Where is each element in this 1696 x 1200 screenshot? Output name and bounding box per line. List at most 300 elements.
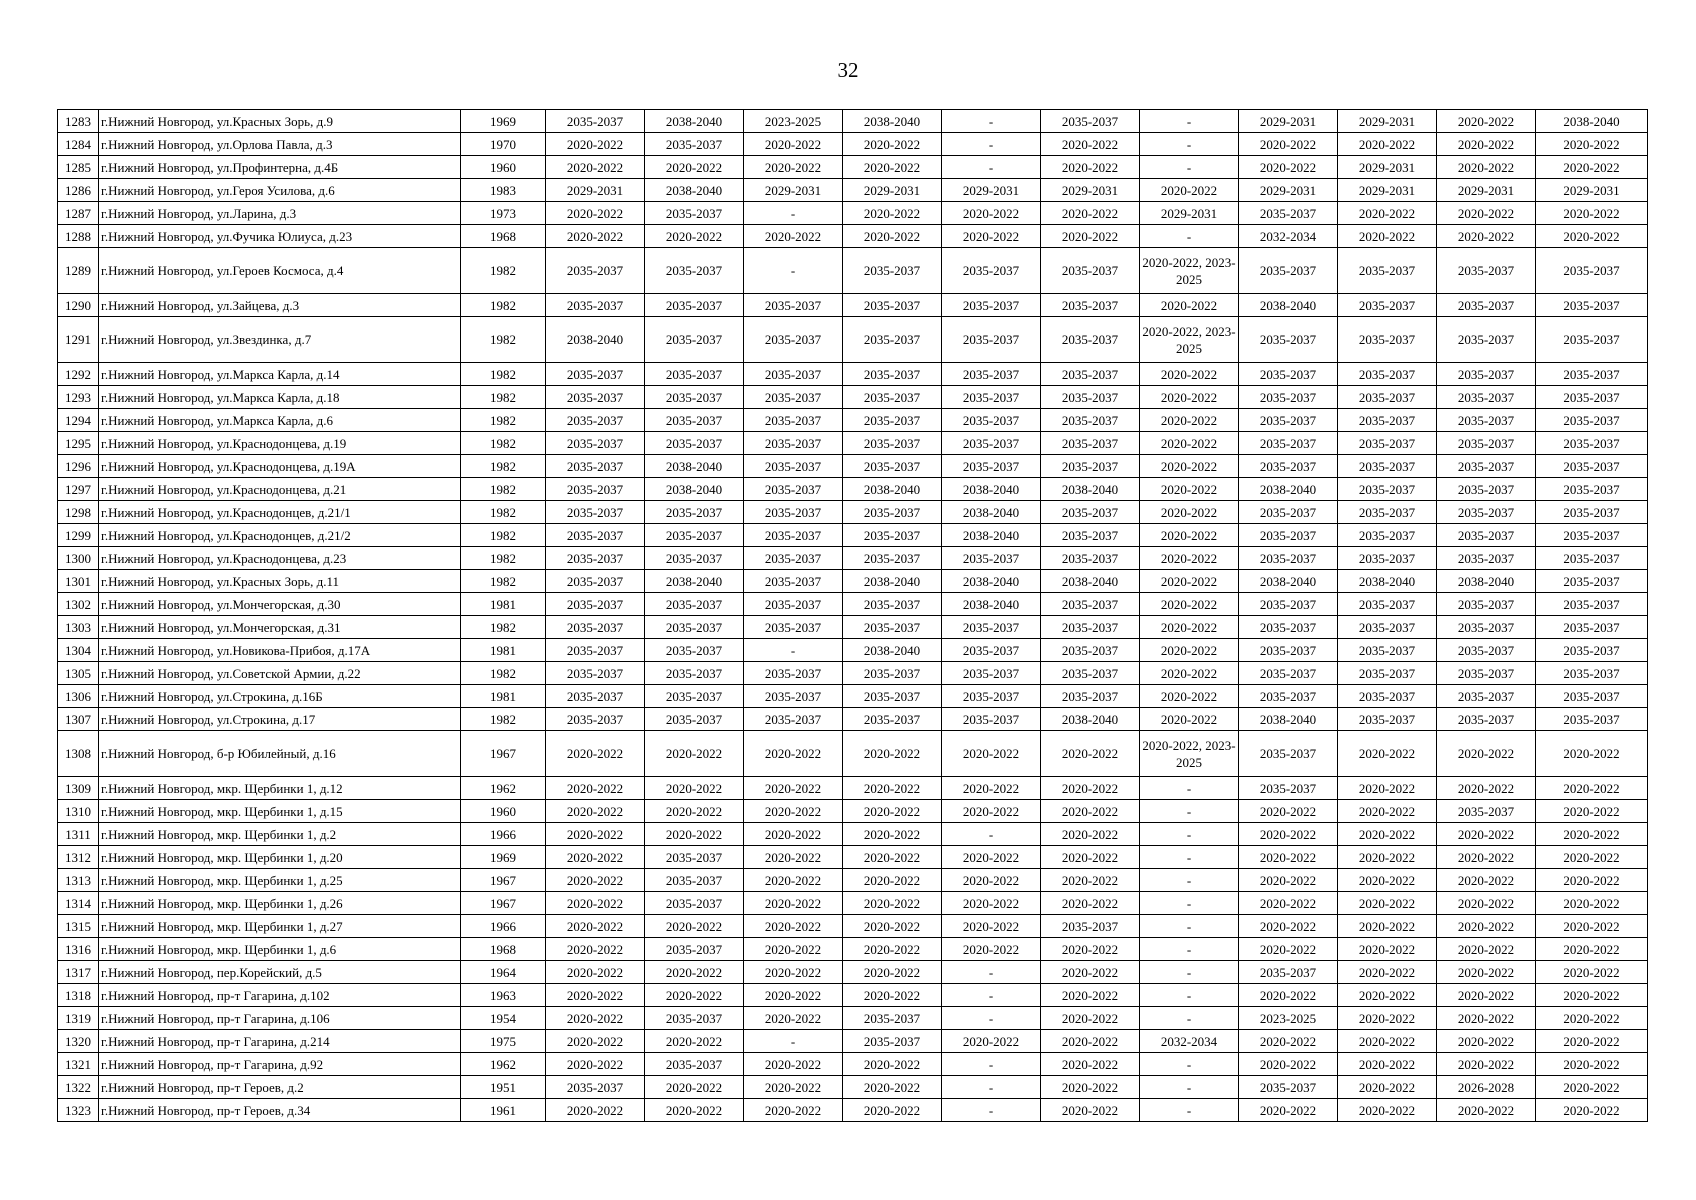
period-cell: 2020-2022 [1536,133,1648,156]
period-cell: 2020-2022 [843,869,942,892]
period-cell: 2020-2022 [843,938,942,961]
period-cell: 2035-2037 [645,317,744,363]
period-cell: 2038-2040 [546,317,645,363]
table-row [58,1099,1648,1122]
table-row [58,777,1648,800]
period-cell: 2035-2037 [1338,317,1437,363]
table-row [58,225,1648,248]
row-number-cell: 1317 [58,961,99,984]
period-cell: - [744,202,843,225]
period-cell: 2020-2022 [1338,823,1437,846]
period-cell: 2020-2022 [1041,938,1140,961]
period-cell: 2035-2037 [1239,202,1338,225]
year-cell: 1982 [461,708,546,731]
period-cell: 2035-2037 [744,616,843,639]
period-cell: 2035-2037 [1338,593,1437,616]
period-cell: 2020-2022 [1140,685,1239,708]
period-cell: 2029-2031 [1041,179,1140,202]
period-cell: - [1140,1076,1239,1099]
period-cell: 2020-2022 [1239,869,1338,892]
period-cell: 2035-2037 [1338,639,1437,662]
period-cell: 2035-2037 [942,708,1041,731]
period-cell: 2020-2022, 2023-2025 [1140,731,1239,777]
period-cell: 2020-2022 [1338,846,1437,869]
period-cell: 2035-2037 [1437,478,1536,501]
period-cell: 2035-2037 [645,248,744,294]
period-cell: - [1140,777,1239,800]
table-row [58,616,1648,639]
period-cell: 2020-2022 [1536,800,1648,823]
period-cell: 2020-2022 [744,1076,843,1099]
period-cell: 2020-2022 [1437,156,1536,179]
period-cell: 2038-2040 [942,524,1041,547]
period-cell: 2035-2037 [1437,294,1536,317]
table-row [58,593,1648,616]
period-cell: 2035-2037 [1239,432,1338,455]
period-cell: 2020-2022 [1041,1099,1140,1122]
period-cell: 2035-2037 [843,616,942,639]
period-cell: 2035-2037 [645,1007,744,1030]
period-cell: 2020-2022 [1536,846,1648,869]
period-cell: 2020-2022 [1140,409,1239,432]
period-cell: 2020-2022 [1140,432,1239,455]
row-number-cell: 1310 [58,800,99,823]
year-cell: 1961 [461,1099,546,1122]
table-row [58,639,1648,662]
period-cell: - [1140,800,1239,823]
period-cell: 2035-2037 [546,593,645,616]
table-row [58,708,1648,731]
period-cell: 2020-2022 [942,777,1041,800]
period-cell: 2020-2022 [546,777,645,800]
address-cell: г.Нижний Новгород, пр-т Гагарина, д.92 [99,1053,461,1076]
address-cell: г.Нижний Новгород, ул.Героев Космоса, д.4 [99,248,461,294]
year-cell: 1960 [461,800,546,823]
period-cell: 2020-2022 [1041,892,1140,915]
row-number-cell: 1304 [58,639,99,662]
period-cell: 2035-2037 [546,478,645,501]
period-cell: 2035-2037 [1338,409,1437,432]
row-number-cell: 1295 [58,432,99,455]
period-cell: - [1140,156,1239,179]
period-cell: 2035-2037 [843,593,942,616]
period-cell: 2035-2037 [1239,363,1338,386]
year-cell: 1981 [461,685,546,708]
period-cell: 2020-2022 [1338,777,1437,800]
period-cell: 2035-2037 [645,501,744,524]
period-cell: 2020-2022 [1041,1076,1140,1099]
period-cell: 2035-2037 [942,386,1041,409]
year-cell: 1960 [461,156,546,179]
period-cell: 2035-2037 [645,593,744,616]
address-cell: г.Нижний Новгород, ул.Фучика Юлиуса, д.23 [99,225,461,248]
period-cell: 2029-2031 [1338,110,1437,133]
address-cell: г.Нижний Новгород, пер.Корейский, д.5 [99,961,461,984]
period-cell: 2020-2022 [843,1076,942,1099]
address-cell: г.Нижний Новгород, ул.Краснодонцева, д.19А [99,455,461,478]
period-cell: 2020-2022 [1437,110,1536,133]
period-cell: 2020-2022 [1140,708,1239,731]
period-cell: 2020-2022 [1437,915,1536,938]
period-cell: 2035-2037 [1338,616,1437,639]
period-cell: 2035-2037 [645,432,744,455]
period-cell: 2038-2040 [1338,570,1437,593]
period-cell: 2029-2031 [1437,179,1536,202]
period-cell: 2020-2022 [942,938,1041,961]
period-cell: 2020-2022 [645,915,744,938]
period-cell: 2020-2022 [843,984,942,1007]
period-cell: 2035-2037 [843,524,942,547]
period-cell: 2020-2022 [744,984,843,1007]
year-cell: 1982 [461,432,546,455]
period-cell: 2035-2037 [645,616,744,639]
period-cell: 2035-2037 [1536,363,1648,386]
period-cell: 2035-2037 [1437,639,1536,662]
period-cell: 2035-2037 [942,662,1041,685]
period-cell: 2035-2037 [1239,455,1338,478]
period-cell: 2035-2037 [645,202,744,225]
address-cell: г.Нижний Новгород, ул.Краснодонцев, д.21/1 [99,501,461,524]
period-cell: 2035-2037 [744,593,843,616]
table-row [58,662,1648,685]
year-cell: 1954 [461,1007,546,1030]
period-cell: 2020-2022 [1338,731,1437,777]
row-number-cell: 1309 [58,777,99,800]
period-cell: 2035-2037 [645,685,744,708]
period-cell: 2035-2037 [1239,593,1338,616]
period-cell: 2035-2037 [546,386,645,409]
period-cell: 2038-2040 [942,501,1041,524]
period-cell: 2020-2022 [843,225,942,248]
table-row [58,961,1648,984]
address-cell: г.Нижний Новгород, ул.Маркса Карла, д.18 [99,386,461,409]
period-cell: 2020-2022 [843,961,942,984]
period-cell: - [1140,133,1239,156]
row-number-cell: 1302 [58,593,99,616]
period-cell: 2035-2037 [1041,915,1140,938]
period-cell: 2035-2037 [843,455,942,478]
period-cell: 2035-2037 [744,570,843,593]
period-cell: 2020-2022 [744,915,843,938]
period-cell: 2038-2040 [843,639,942,662]
period-cell: 2020-2022 [1536,915,1648,938]
period-cell: 2035-2037 [546,1076,645,1099]
period-cell: 2020-2022 [1239,892,1338,915]
period-cell: 2020-2022 [942,225,1041,248]
period-cell: 2020-2022 [1140,547,1239,570]
address-cell: г.Нижний Новгород, пр-т Героев, д.2 [99,1076,461,1099]
period-cell: 2020-2022 [546,892,645,915]
period-cell: 2035-2037 [546,409,645,432]
period-cell: 2035-2037 [546,455,645,478]
year-cell: 1982 [461,616,546,639]
table-row [58,248,1648,294]
period-cell: 2020-2022 [1239,1053,1338,1076]
period-cell: - [942,1053,1041,1076]
period-cell: 2035-2037 [645,409,744,432]
address-cell: г.Нижний Новгород, мкр. Щербинки 1, д.26 [99,892,461,915]
period-cell: 2035-2037 [546,110,645,133]
row-number-cell: 1305 [58,662,99,685]
period-cell: 2020-2022 [1140,616,1239,639]
period-cell: 2020-2022 [744,823,843,846]
period-cell: 2020-2022 [645,1076,744,1099]
period-cell: 2035-2037 [546,294,645,317]
period-cell: 2020-2022 [942,1030,1041,1053]
address-cell: г.Нижний Новгород, мкр. Щербинки 1, д.20 [99,846,461,869]
period-cell: 2035-2037 [843,662,942,685]
period-cell: 2020-2022 [942,915,1041,938]
period-cell: 2035-2037 [645,1053,744,1076]
address-cell: г.Нижний Новгород, ул.Краснодонцева, д.19 [99,432,461,455]
period-cell: 2020-2022 [645,823,744,846]
period-cell: 2020-2022 [942,892,1041,915]
row-number-cell: 1321 [58,1053,99,1076]
period-cell: 2035-2037 [1239,547,1338,570]
year-cell: 1969 [461,110,546,133]
row-number-cell: 1298 [58,501,99,524]
period-cell: 2038-2040 [1437,570,1536,593]
period-cell: 2020-2022 [1338,133,1437,156]
year-cell: 1982 [461,524,546,547]
table-row [58,363,1648,386]
period-cell: 2035-2037 [1536,455,1648,478]
period-cell: 2035-2037 [942,455,1041,478]
period-cell: 2038-2040 [645,478,744,501]
address-cell: г.Нижний Новгород, пр-т Героев, д.34 [99,1099,461,1122]
period-cell: 2035-2037 [1536,432,1648,455]
table-row [58,432,1648,455]
row-number-cell: 1318 [58,984,99,1007]
period-cell: 2020-2022 [546,915,645,938]
address-cell: г.Нижний Новгород, пр-т Гагарина, д.106 [99,1007,461,1030]
period-cell: 2020-2022 [645,225,744,248]
period-cell: 2020-2022 [1437,823,1536,846]
period-cell: 2032-2034 [1140,1030,1239,1053]
period-cell: 2035-2037 [1239,386,1338,409]
period-cell: 2020-2022 [546,202,645,225]
period-cell: 2035-2037 [843,708,942,731]
address-cell: г.Нижний Новгород, ул.Строкина, д.17 [99,708,461,731]
period-cell: 2035-2037 [645,133,744,156]
period-cell: 2029-2031 [1338,179,1437,202]
table-row [58,984,1648,1007]
period-cell: 2020-2022 [1437,202,1536,225]
period-cell: 2035-2037 [1041,547,1140,570]
period-cell: - [1140,892,1239,915]
period-cell: 2035-2037 [1338,294,1437,317]
period-cell: 2038-2040 [645,110,744,133]
period-cell: 2035-2037 [744,409,843,432]
period-cell: 2020-2022 [546,133,645,156]
row-number-cell: 1283 [58,110,99,133]
address-cell: г.Нижний Новгород, мкр. Щербинки 1, д.27 [99,915,461,938]
period-cell: 2020-2022 [1239,938,1338,961]
period-cell: - [1140,110,1239,133]
period-cell: 2020-2022 [744,1099,843,1122]
period-cell: - [942,961,1041,984]
address-cell: г.Нижний Новгород, мкр. Щербинки 1, д.25 [99,869,461,892]
period-cell: 2023-2025 [1239,1007,1338,1030]
period-cell: 2035-2037 [744,294,843,317]
table-row [58,1007,1648,1030]
row-number-cell: 1289 [58,248,99,294]
period-cell: 2020-2022 [1437,892,1536,915]
period-cell: 2020-2022 [1536,1076,1648,1099]
period-cell: 2038-2040 [1239,294,1338,317]
period-cell: - [1140,915,1239,938]
row-number-cell: 1284 [58,133,99,156]
period-cell: 2035-2037 [1536,248,1648,294]
period-cell: 2020-2022 [744,1007,843,1030]
period-cell: 2035-2037 [942,616,1041,639]
period-cell: 2020-2022 [546,1099,645,1122]
row-number-cell: 1294 [58,409,99,432]
period-cell: 2035-2037 [1536,616,1648,639]
period-cell: 2020-2022 [1041,202,1140,225]
table-row [58,938,1648,961]
year-cell: 1970 [461,133,546,156]
period-cell: - [942,156,1041,179]
period-cell: 2035-2037 [843,294,942,317]
year-cell: 1982 [461,547,546,570]
period-cell: 2035-2037 [1536,639,1648,662]
period-cell: 2020-2022 [1041,800,1140,823]
period-cell: 2035-2037 [1239,685,1338,708]
period-cell: 2020-2022 [645,1099,744,1122]
period-cell: 2035-2037 [843,248,942,294]
address-cell: г.Нижний Новгород, ул.Ларина, д.3 [99,202,461,225]
period-cell: 2035-2037 [1041,524,1140,547]
period-cell: 2020-2022 [1140,524,1239,547]
row-number-cell: 1308 [58,731,99,777]
address-cell: г.Нижний Новгород, ул.Строкина, д.16Б [99,685,461,708]
period-cell: 2020-2022 [546,869,645,892]
period-cell: 2035-2037 [1536,478,1648,501]
row-number-cell: 1286 [58,179,99,202]
period-cell: 2029-2031 [942,179,1041,202]
period-cell: 2020-2022 [744,777,843,800]
period-cell: 2035-2037 [1239,639,1338,662]
period-cell: 2035-2037 [1041,409,1140,432]
row-number-cell: 1288 [58,225,99,248]
period-cell: 2029-2031 [546,179,645,202]
period-cell: 2035-2037 [546,547,645,570]
period-cell: 2020-2022 [1536,1007,1648,1030]
year-cell: 1982 [461,662,546,685]
period-cell: 2020-2022 [1338,1007,1437,1030]
period-cell: 2020-2022 [645,984,744,1007]
row-number-cell: 1290 [58,294,99,317]
period-cell: 2035-2037 [1536,409,1648,432]
table-row [58,179,1648,202]
period-cell: 2020-2022 [1041,1007,1140,1030]
period-cell: 2020-2022 [1041,133,1140,156]
period-cell: 2020-2022 [645,800,744,823]
address-cell: г.Нижний Новгород, ул.Героя Усилова, д.6 [99,179,461,202]
period-cell: 2035-2037 [546,501,645,524]
address-cell: г.Нижний Новгород, мкр. Щербинки 1, д.2 [99,823,461,846]
table-row [58,570,1648,593]
period-cell: 2035-2037 [1041,248,1140,294]
period-cell: 2020-2022 [546,1053,645,1076]
period-cell: 2035-2037 [1338,478,1437,501]
table-row [58,846,1648,869]
period-cell: 2035-2037 [1536,685,1648,708]
period-cell: 2035-2037 [1536,708,1648,731]
table-row [58,294,1648,317]
period-cell: 2035-2037 [1338,248,1437,294]
period-cell: 2020-2022 [942,846,1041,869]
period-cell: 2020-2022 [843,133,942,156]
period-cell: 2020-2022 [843,777,942,800]
period-cell: 2035-2037 [1338,501,1437,524]
year-cell: 1982 [461,478,546,501]
period-cell: 2035-2037 [1536,501,1648,524]
period-cell: 2035-2037 [744,708,843,731]
period-cell: 2020-2022 [1338,800,1437,823]
period-cell: - [942,823,1041,846]
period-cell: 2038-2040 [843,478,942,501]
period-cell: 2035-2037 [1338,386,1437,409]
period-cell: 2035-2037 [942,639,1041,662]
period-cell: 2020-2022 [1041,984,1140,1007]
address-cell: г.Нижний Новгород, б-р Юбилейный, д.16 [99,731,461,777]
period-cell: 2035-2037 [843,685,942,708]
period-cell: 2020-2022 [843,846,942,869]
period-cell: 2020-2022 [843,1053,942,1076]
year-cell: 1982 [461,248,546,294]
period-cell: 2035-2037 [744,685,843,708]
period-cell: 2020-2022 [1536,961,1648,984]
period-cell: 2020-2022 [843,823,942,846]
period-cell: 2020-2022 [1140,501,1239,524]
row-number-cell: 1323 [58,1099,99,1122]
period-cell: 2035-2037 [1338,685,1437,708]
period-cell: 2035-2037 [1239,501,1338,524]
period-cell: 2020-2022 [942,731,1041,777]
period-cell: 2020-2022, 2023-2025 [1140,248,1239,294]
period-cell: - [1140,961,1239,984]
row-number-cell: 1303 [58,616,99,639]
period-cell: 2035-2037 [1041,317,1140,363]
period-cell: 2035-2037 [1437,455,1536,478]
period-cell: 2035-2037 [1338,662,1437,685]
period-cell: 2035-2037 [546,432,645,455]
period-cell: 2020-2022 [1239,846,1338,869]
period-cell: 2029-2031 [1239,179,1338,202]
row-number-cell: 1312 [58,846,99,869]
year-cell: 1981 [461,639,546,662]
period-cell: 2038-2040 [645,179,744,202]
period-cell: - [1140,1053,1239,1076]
period-cell: 2035-2037 [744,547,843,570]
period-cell: 2020-2022 [1239,823,1338,846]
period-cell: 2035-2037 [942,317,1041,363]
period-cell: 2020-2022 [1536,1030,1648,1053]
period-cell: 2038-2040 [1041,570,1140,593]
period-cell: - [744,1030,843,1053]
address-cell: г.Нижний Новгород, ул.Красных Зорь, д.9 [99,110,461,133]
period-cell: 2038-2040 [942,570,1041,593]
row-number-cell: 1311 [58,823,99,846]
year-cell: 1962 [461,1053,546,1076]
year-cell: 1981 [461,593,546,616]
row-number-cell: 1287 [58,202,99,225]
period-cell: 2038-2040 [1041,478,1140,501]
period-cell: 2020-2022 [942,202,1041,225]
period-cell: 2020-2022 [744,225,843,248]
